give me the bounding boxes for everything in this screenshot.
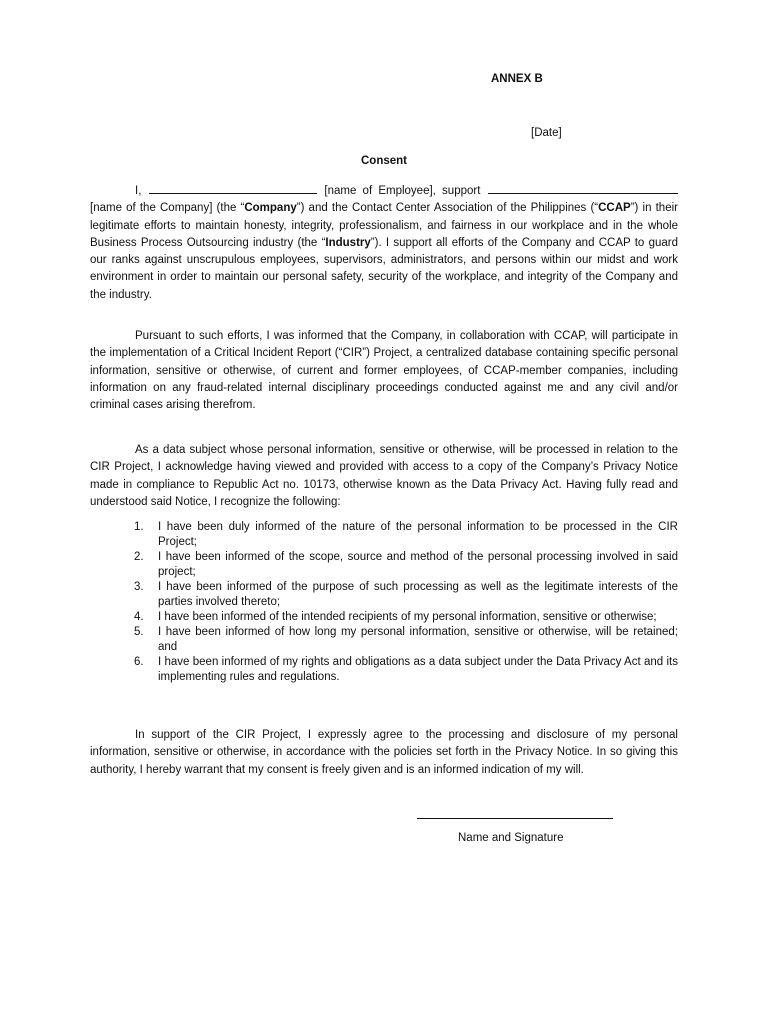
employee-line bbox=[90, 182, 678, 200]
company-name-blank bbox=[488, 182, 678, 194]
document-title: Consent bbox=[361, 155, 407, 167]
industry-term: Industry bbox=[325, 236, 371, 249]
list-item: 1. I have been duly informed of the nature of the personal information to be processed in the CIR Project; bbox=[134, 521, 678, 548]
paragraph-2 bbox=[90, 328, 678, 414]
p3-text: As a data subject whose personal information, sensitive or otherwise, will be processed in relation to the CIR Project, I acknowledge having viewed and provided with access to a copy of the Company’s Privacy Notice made in compliance to Republic Act no. 10173, otherwise known as the Data Privacy Act. Having fully read and understood said Notice, I recognize the following: bbox=[90, 444, 678, 508]
pronoun-i: I, bbox=[135, 185, 142, 197]
list-item: 6. I have been informed of my rights and obligations as a data subject under the Data Privacy Act and its implementing rules and regulations. bbox=[134, 656, 678, 683]
acknowledgement-list bbox=[134, 520, 678, 685]
p1-text-d: ”). I support all efforts of the Company and CCAP to guard our ranks against unscrupulous employees, supervisors, administrators, and persons within our midst and work environment in order to maintain our personal safety, security of the workplace, and integrity of the Company and the industry. bbox=[90, 236, 678, 301]
signature-label: Name and Signature bbox=[458, 832, 564, 844]
list-item: 2. I have been informed of the scope, source and method of the personal processing involved in said project; bbox=[134, 551, 678, 578]
p1-text-c: ”) in their legitimate efforts to maintain honesty, integrity, professionalism, and fairness in our workplace and in the whole Business Process Outsourcing industry (the “ bbox=[90, 202, 678, 249]
list-item: 3. I have been informed of the purpose of such processing as well as the legitimate interests of the parties involved thereto; bbox=[134, 581, 678, 608]
list-item: 5. I have been informed of how long my personal information, sensitive or otherwise, will be retained; and bbox=[134, 626, 678, 653]
paragraph-3 bbox=[90, 442, 678, 511]
p1-text-a: [name of the Company] (the “ bbox=[90, 202, 245, 215]
name-of-employee-text: [name of Employee], support bbox=[324, 185, 481, 197]
annex-label: ANNEX B bbox=[491, 73, 543, 85]
p4-text: In support of the CIR Project, I expressly agree to the processing and disclosure of my personal information, sensitive or otherwise, in accordance with the policies set forth in the Privacy Notice. In so giving this authority, I hereby warrant that my consent is freely given and is an informed indication of my will. bbox=[90, 729, 678, 776]
paragraph-4 bbox=[90, 727, 678, 779]
ccap-term: CCAP bbox=[598, 202, 631, 215]
paragraph-1 bbox=[90, 182, 678, 304]
p2-text: Pursuant to such efforts, I was informed that the Company, in collaboration with CCAP, will participate in the implementation of a Critical Incident Report (“CIR”) Project, a centralized database containing specific personal information, sensitive or otherwise, of current and former employees, of CCAP-member companies, including information on any fraud-related internal disciplinary proceedings conducted against me and any civil and/or criminal cases arising therefrom. bbox=[90, 330, 678, 412]
company-term: Company bbox=[244, 202, 297, 215]
employee-name-blank bbox=[149, 182, 317, 194]
date-placeholder: [Date] bbox=[531, 127, 562, 139]
list-item: 4. I have been informed of the intended recipients of my personal information, sensitive or otherwise; bbox=[134, 611, 657, 623]
p1-text-b: ”) and the Contact Center Association of the Philippines (“ bbox=[296, 202, 599, 215]
signature-line bbox=[417, 818, 613, 819]
